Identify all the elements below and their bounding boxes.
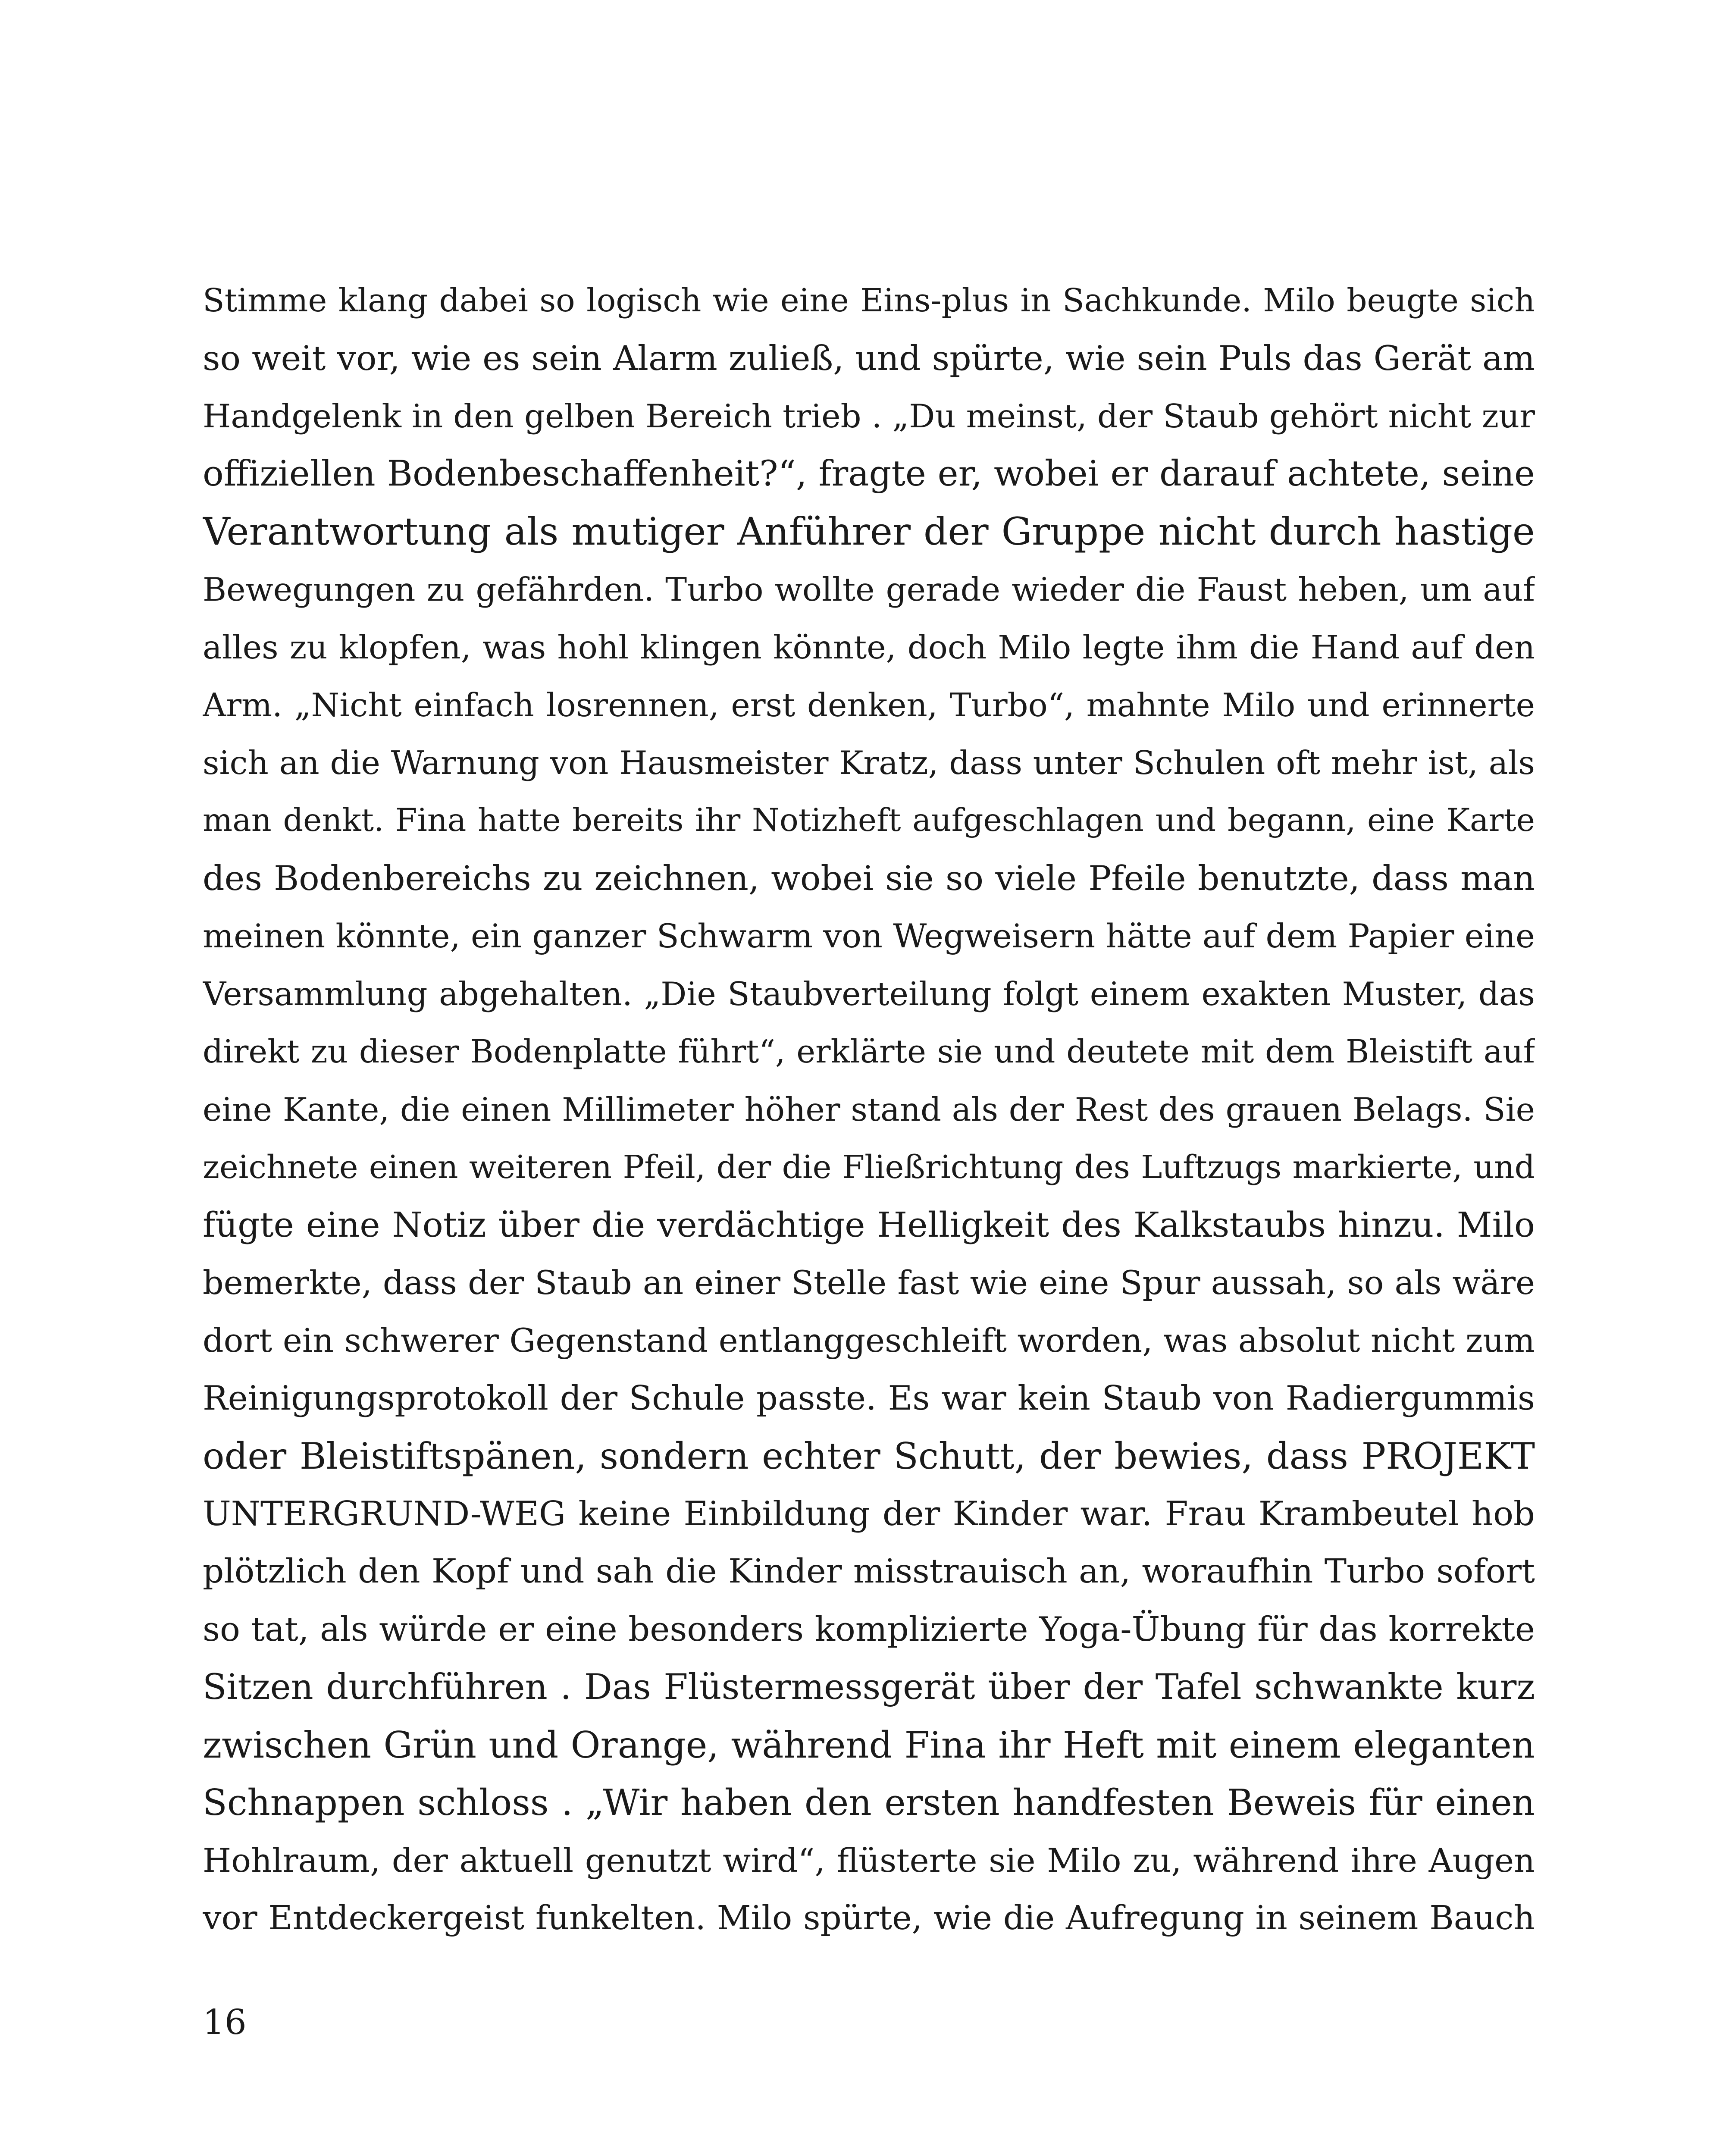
text-line: oder Bleistiftspänen, sondern echter Schutt, der bewies, dass PROJEKT <box>203 1435 1535 1477</box>
text-line: fügte eine Notiz über die verdächtige Helligkeit des Kalkstaubs hinzu. Milo <box>203 1205 1535 1245</box>
text-line: des Bodenbereichs zu zeichnen, wobei sie so viele Pfeile benutzte, dass man <box>203 859 1535 898</box>
text-line: Hohlraum, der aktuell genutzt wird“, flüsterte sie Milo zu, während ihre Augen <box>203 1841 1535 1880</box>
text-line: sich an die Warnung von Hausmeister Kratz, dass unter Schulen oft mehr ist, als <box>203 744 1535 782</box>
text-line: Handgelenk in den gelben Bereich trieb . „Du meinst, der Staub gehört nicht zur <box>203 397 1535 435</box>
text-line: UNTERGRUND-WEG keine Einbildung der Kinder war. Frau Krambeutel hob <box>203 1495 1535 1533</box>
page-number: 16 <box>203 2002 247 2042</box>
text-line: offiziellen Bodenbeschaffenheit?“, fragte er, wobei er darauf achtete, seine <box>203 454 1535 494</box>
text-line: plötzlich den Kopf und sah die Kinder misstrauisch an, woraufhin Turbo sofort <box>203 1552 1535 1591</box>
text-line: Stimme klang dabei so logisch wie eine Eins-plus in Sachkunde. Milo beugte sich <box>203 282 1535 319</box>
text-line: eine Kante, die einen Millimeter höher stand als der Rest des grauen Belags. Sie <box>203 1091 1535 1128</box>
text-line: bemerkte, dass der Staub an einer Stelle fast wie eine Spur aussah, so als wäre <box>203 1263 1535 1302</box>
text-line: Verantwortung als mutiger Anführer der Gruppe nicht durch hastige <box>203 509 1535 554</box>
text-line: vor Entdeckergeist funkelten. Milo spürte, wie die Aufregung in seinem Bauch <box>203 1899 1535 1937</box>
text-line: Reinigungsprotokoll der Schule passte. Es war kein Staub von Radiergummis <box>203 1379 1535 1418</box>
text-line: Sitzen durchführen . Das Flüstermessgerät über der Tafel schwankte kurz <box>203 1667 1535 1708</box>
text-line: dort ein schwerer Gegenstand entlanggeschleift worden, was absolut nicht zum <box>203 1321 1535 1360</box>
body-text <box>203 272 1535 1947</box>
text-line: zeichnete einen weiteren Pfeil, der die Fließrichtung des Luftzugs markierte, und <box>203 1149 1535 1186</box>
text-line: Schnappen schloss . „Wir haben den ersten handfesten Beweis für einen <box>203 1782 1535 1824</box>
text-line: Versammlung abgehalten. „Die Staubverteilung folgt einem exakten Muster, das <box>203 975 1535 1013</box>
text-line: so weit vor, wie es sein Alarm zuließ, und spürte, wie sein Puls das Gerät am <box>203 338 1535 378</box>
text-line: Bewegungen zu gefährden. Turbo wollte gerade wieder die Faust heben, um auf <box>203 570 1535 608</box>
text-line: direkt zu dieser Bodenplatte führt“, erklärte sie und deutete mit dem Bleistift auf <box>203 1033 1535 1070</box>
text-line: zwischen Grün und Orange, während Fina ihr Heft mit einem eleganten <box>203 1724 1535 1766</box>
text-line: alles zu klopfen, was hohl klingen könnte, doch Milo legte ihm die Hand auf den <box>203 628 1535 666</box>
text-line: man denkt. Fina hatte bereits ihr Notizheft aufgeschlagen und begann, eine Karte <box>203 802 1535 839</box>
text-line: so tat, als würde er eine besonders komplizierte Yoga-Übung für das korrekte <box>203 1610 1535 1649</box>
text-line: Arm. „Nicht einfach losrennen, erst denken, Turbo“, mahnte Milo und erinnerte <box>203 686 1535 724</box>
text-line: meinen könnte, ein ganzer Schwarm von Wegweisern hätte auf dem Papier eine <box>203 917 1535 955</box>
